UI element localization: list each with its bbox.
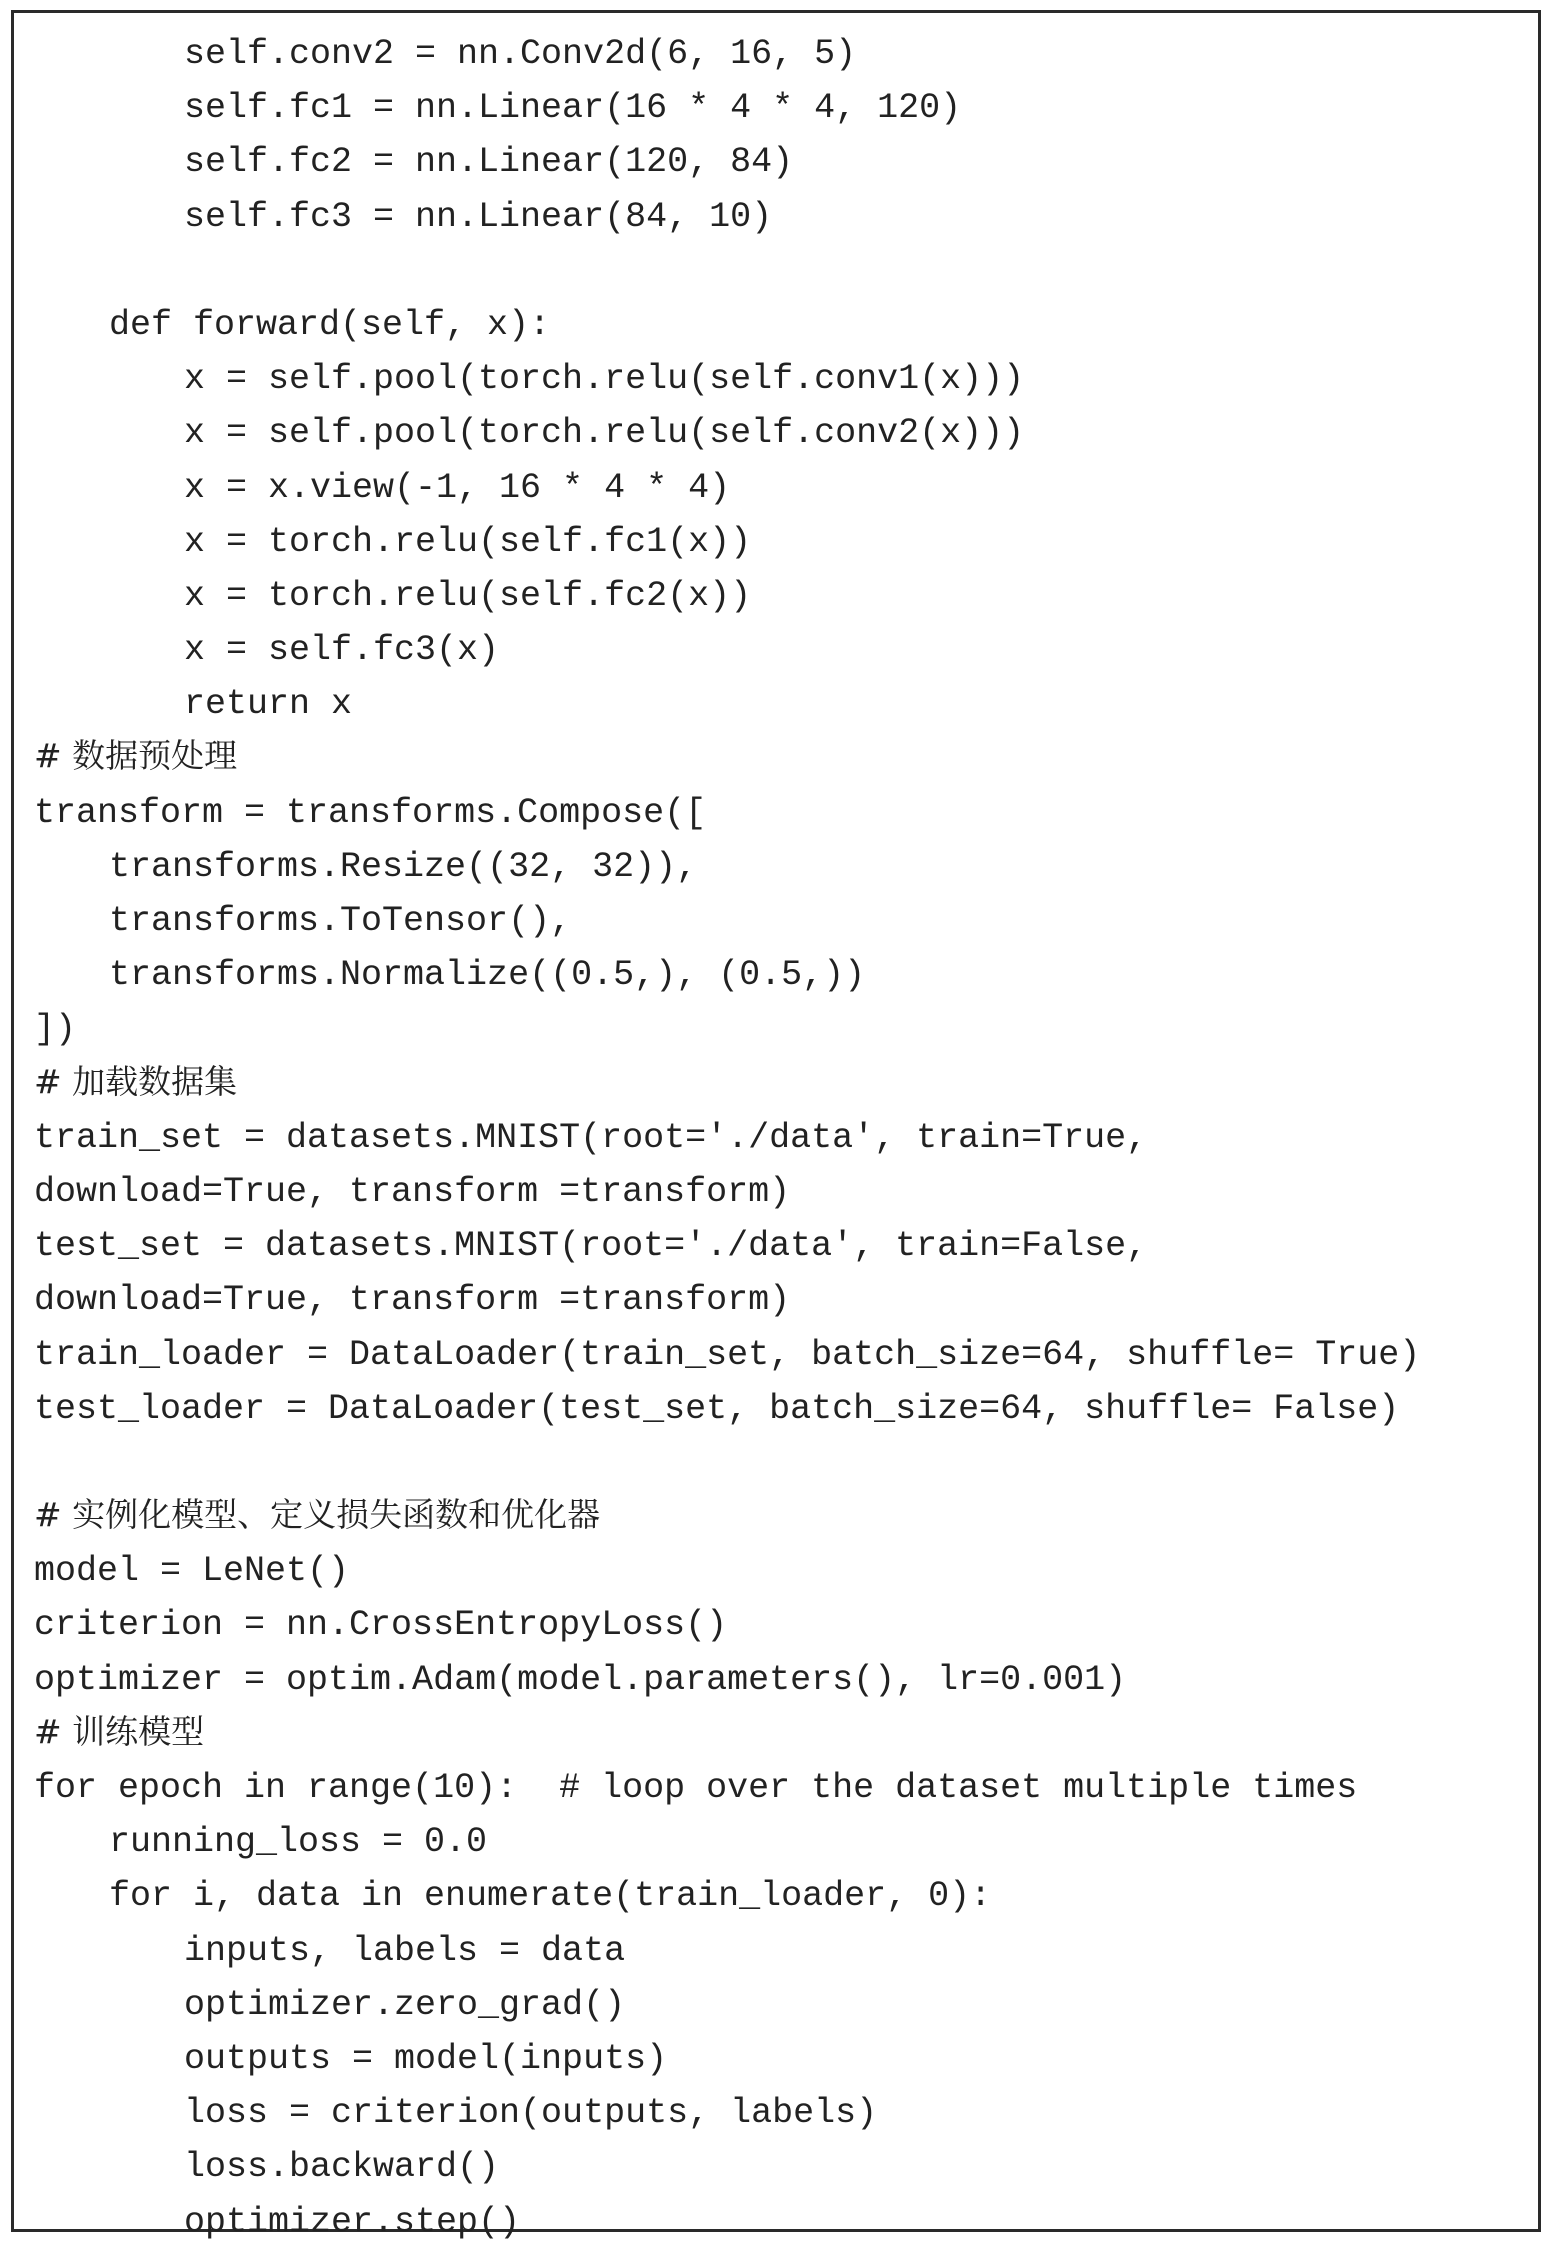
code-line: loss.backward() [184,2147,500,2188]
code-line: self.fc3 = nn.Linear(84, 10) [184,196,773,237]
code-line: transforms.Resize((32, 32)), [109,846,698,887]
code-line: self.fc2 = nn.Linear(120, 84) [184,142,794,183]
code-comment-line: # 实例化模型、定义损失函数和优化器 [34,1495,601,1535]
code-line: for epoch in range(10): # loop over the dataset multiple times [34,1768,1358,1808]
code-listing-frame [11,10,1541,2242]
code-line: loss = criterion(outputs, labels) [184,2093,878,2134]
code-line: model = LeNet() [34,1551,350,1592]
code-line: def forward(self, x): [109,304,551,345]
code-line: x = self.pool(torch.relu(self.conv1(x))) [184,359,1025,400]
code-line: return x [184,684,353,725]
code-line: ]) [34,1009,77,1050]
code-comment-line: # 加载数据集 [34,1061,238,1101]
code-line: optimizer.zero_grad() [184,1984,626,2025]
code-block [34,27,1420,2249]
code-comment-line: # 数据预处理 [34,736,238,776]
code-line: train_set = datasets.MNIST(root='./data', train=True, [34,1117,1148,1158]
code-line: x = x.view(-1, 16 * 4 * 4) [184,467,731,508]
code-line: outputs = model(inputs) [184,2038,668,2079]
code-line: inputs, labels = data [184,1930,626,1971]
code-line: for i, data in enumerate(train_loader, 0): [109,1876,992,1917]
code-line: download=True, transform =transform) [34,1280,791,1321]
code-line [34,1436,1420,1490]
code-line: optimizer.step() [184,2201,521,2242]
code-comment-line: # 训练模型 [34,1711,205,1751]
code-line: transforms.Normalize((0.5,), (0.5,)) [109,955,866,996]
code-line [34,244,1420,298]
code-line: optimizer = optim.Adam(model.parameters(), lr=0.001) [34,1659,1127,1700]
code-line: self.conv2 = nn.Conv2d(6, 16, 5) [184,34,857,74]
code-line: test_set = datasets.MNIST(root='./data', train=False, [34,1226,1148,1267]
code-line: x = torch.relu(self.fc1(x)) [184,521,752,562]
code-line: download=True, transform =transform) [34,1171,791,1212]
code-line: criterion = nn.CrossEntropyLoss() [34,1605,728,1646]
code-line: x = torch.relu(self.fc2(x)) [184,575,752,616]
code-line: train_loader = DataLoader(train_set, batch_size=64, shuffle= True) [34,1334,1421,1375]
code-line: x = self.fc3(x) [184,630,500,671]
code-line: self.fc1 = nn.Linear(16 * 4 * 4, 120) [184,88,962,129]
code-line: running_loss = 0.0 [109,1822,488,1863]
code-line: test_loader = DataLoader(test_set, batch_size=64, shuffle= False) [34,1388,1400,1429]
code-line: x = self.pool(torch.relu(self.conv2(x))) [184,413,1025,454]
code-line: transform = transforms.Compose([ [34,792,707,833]
code-line: transforms.ToTensor(), [109,901,572,941]
